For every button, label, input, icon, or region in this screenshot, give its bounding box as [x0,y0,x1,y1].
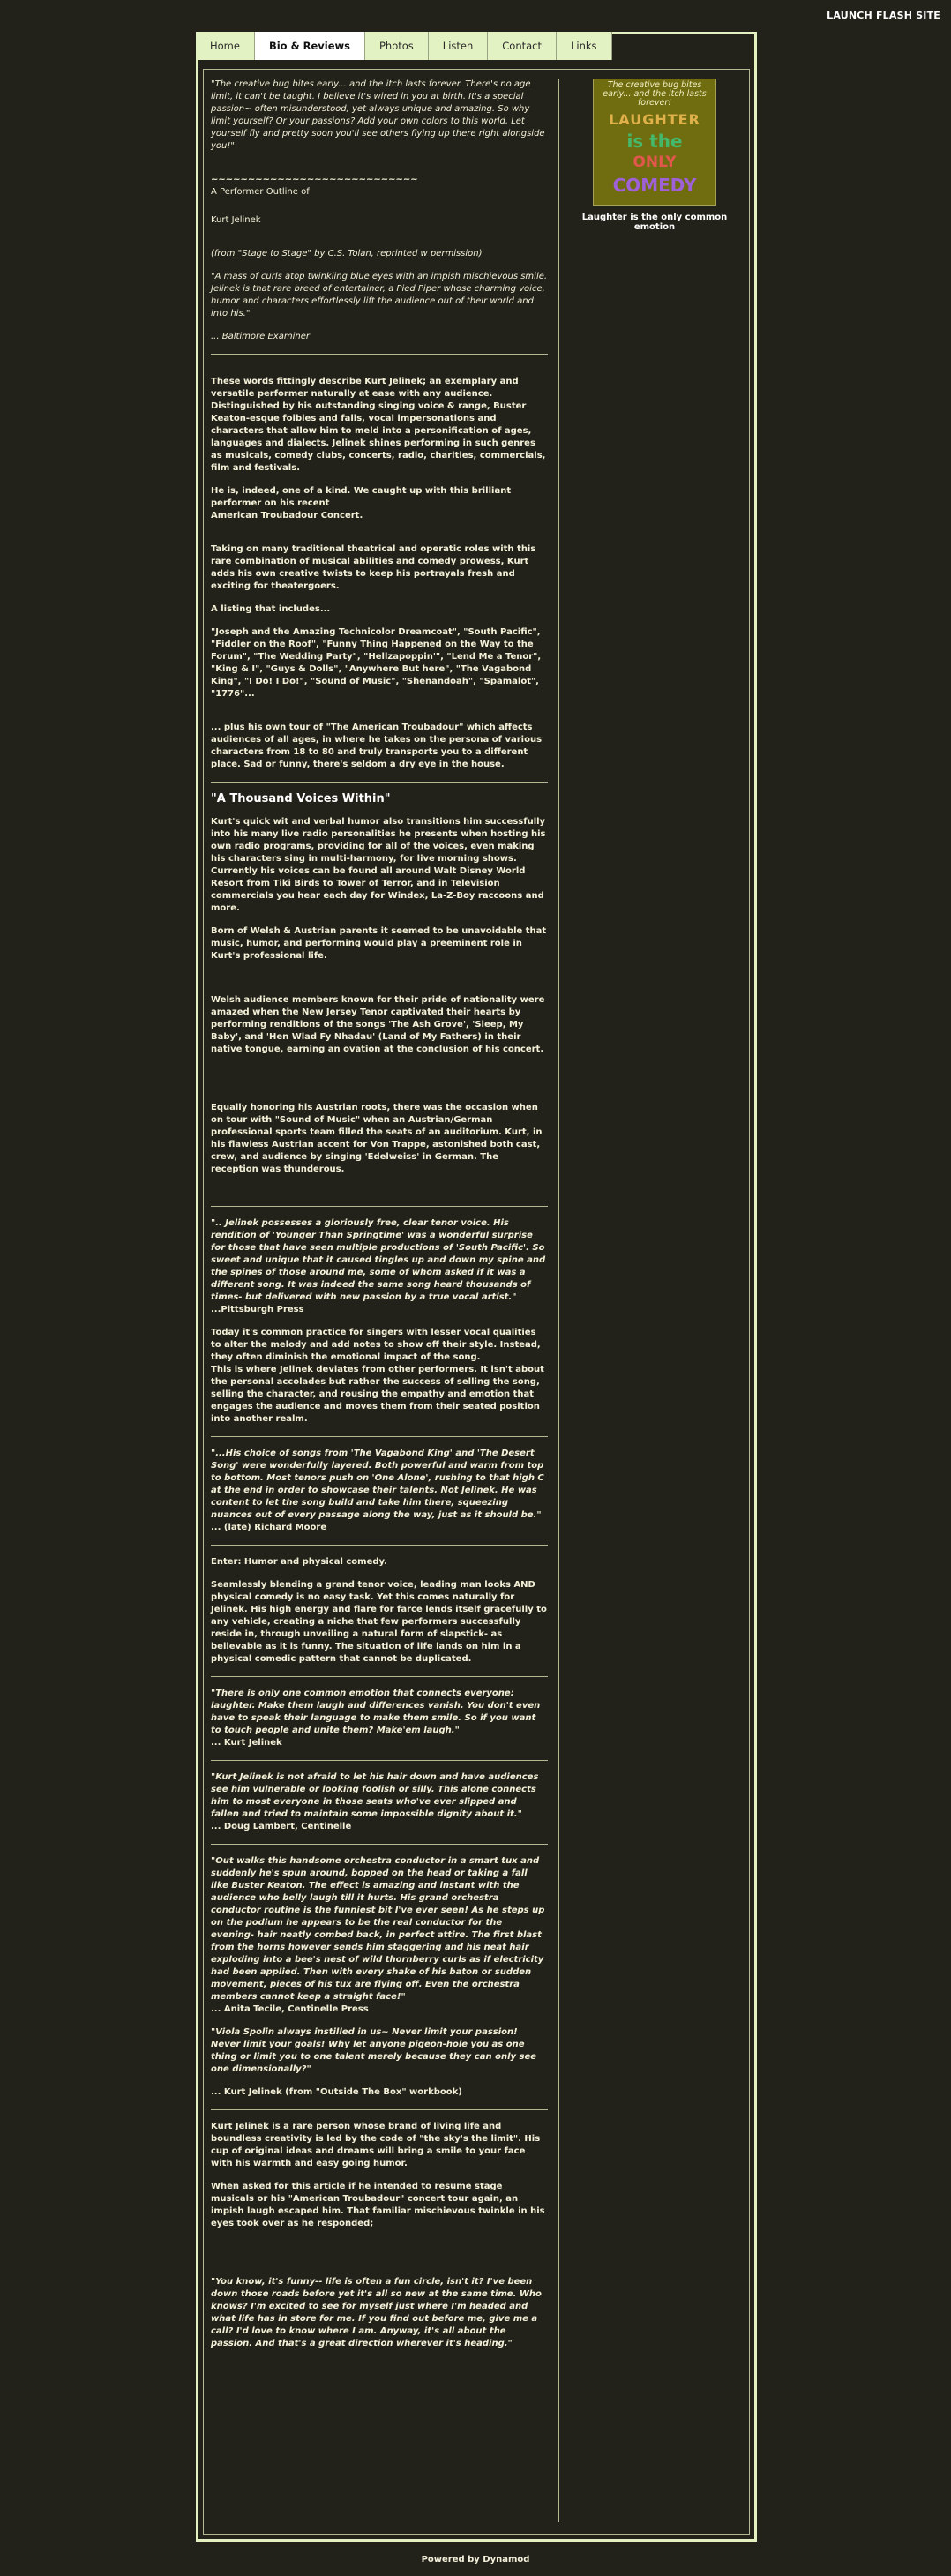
review-quote: "Viola Spolin always instilled in us~ Never limit your passion! Never limit your goals! Why let anyone pigeon-hole you as one thing or limit you to one talent merely because they can only see one dimensionally?" [211,2027,537,2074]
review-quote: "There is only one common emotion that connects everyone: laughter. Make them laugh and differences vanish. You don't even have to speak their language to make them smile. So if you want to touch people and unite them? Make'em laugh." [211,1689,541,1735]
bio-paragraph: Welsh audience members known for their pride of nationality were amazed when the New Jersey Tenor captivated their hearts by performing renditions of the songs 'The Ash Grove', 'Sleep, My Baby', and 'Hen Wlad Fy Nhadau' (Land of My Fathers) in their native tongue, earning an ovation at the conclusion of his concert. [211,995,545,1054]
baltimore-quote: "A mass of curls atop twinkling blue eyes with an impish mischievous smile. Jelinek is that rare breed of entertainer, a Pied Piper whose charming voice, humor and characters effortlessly lift the audience out of their world and into his." [211,272,548,318]
source-credit: (from "Stage to Stage" by C.S. Tolan, reprinted w permission) [211,249,483,258]
sidebar-tagline: Laughter is the only common emotion [581,213,728,232]
bio-paragraph: When asked for this article if he intended to resume stage musicals or his "American Troubadour" concert tour again, an impish laugh escaped him. That familiar mischievous twinkle in his eyes took over as he responded; [211,2182,545,2228]
logo-word: LAUGHTER [609,111,700,128]
logo-word: COMEDY [612,175,697,196]
bio-paragraph: American Troubadour Concert. [211,511,363,520]
section-divider [211,354,548,355]
review-attribution: ... Kurt Jelinek (from "Outside The Box" workbook) [211,2087,462,2097]
tab-photos[interactable]: Photos [365,32,429,60]
tab-listen[interactable]: Listen [429,32,488,60]
review-attribution: ... Doug Lambert, Centinelle [211,1822,352,1831]
review-quote: "Out walks this handsome orchestra conductor in a smart tux and suddenly he's spun around, bopped on the head or taking a fall like Buster Keaton. The effect is amazing and instant with the audience who belly laugh till it hurts. His grand orchestra conductor routine is the funniest bit I've ever seen! As he steps up on the podium he appears to be the real conductor for the evening- hair neatly combed back, in perfect attire. The first blast from the horns however sends him staggering and his neat hair exploding into a bee's nest of wild thornberry curls as if electricity had been applied. Then with every shake of his baton or sudden movement, pieces of his tux are flying off. Even the orchestra members cannot keep a straight face!" [211,1856,545,2002]
performer-name: Kurt Jelinek [211,215,261,225]
review-attribution: ... (late) Richard Moore [211,1523,327,1532]
bio-article [211,79,548,2361]
section-divider [211,1436,548,1437]
inner-panel [203,69,750,2535]
bio-paragraph: This is where Jelinek deviates from other performers. It isn't about the personal accolades but rather the success of selling the song, selling the character, and rousing the empathy and emotion that engages the audience and moves them from their seated position into another realm. [211,1365,544,1424]
bio-paragraph: Equally honoring his Austrian roots, there was the occasion when on tour with "Sound of Music" when an Austrian/German professional sports team filled the seats of an auditorium. Kurt, in his flawless Austrian accent for Von Trappe, astonished both cast, crew, and audience by singing 'Edelweiss' in German. The reception was thunderous. [211,1103,543,1174]
launch-flash-link[interactable]: LAUNCH FLASH SITE [827,10,940,21]
tab-contact[interactable]: Contact [488,32,557,60]
logo-word: ONLY [633,154,677,171]
logo-caption: The creative bug bites early... and the itch lasts forever! [603,80,707,108]
footer-credit: Powered by Dynamod [421,2555,530,2565]
tab-bio-reviews[interactable]: Bio & Reviews [255,32,365,60]
closing-quote: "You know, it's funny-- life is often a fun circle, isn't it? I've been down those roads before yet it's all so new at the same time. Who knows? I'm excited to see for myself just where I'm headed and what life has in store for me. If you find out before me, give me a call? I'd love to know where I am. Anyway, it's all about the passion. And that's a great direction wherever it's heading." [211,2277,542,2348]
baltimore-attribution: ... Baltimore Examiner [211,332,310,341]
bio-paragraph: These words fittingly describe Kurt Jelinek; an exemplary and versatile performer naturally at ease with any audience. Distinguished by his outstanding singing voice & range, Buster Keaton-esque foibles and falls, vocal impersonations and characters that allow him to meld into a personification of ages, languages and dialects. Jelinek shines performing in such genres as musicals, comedy clubs, concerts, radio, charities, commercials, film and festivals. [211,377,546,473]
bio-paragraph: Born of Welsh & Austrian parents it seemed to be unavoidable that music, humor, and performing would play a preeminent role in Kurt's professional life. [211,926,547,961]
intro-quote: "The creative bug bites early... and the itch lasts forever. There's no age limit, it can't be taught. I believe it's wired in you at birth. It's a special passion~ often misunderstood, yet always unique and amazing. So why limit yourself? Or your passions? Add your own colors to this world. Let yourself fly and pretty soon you'll see others flying up there right alongside you!" [211,79,545,151]
bio-paragraph: Kurt's quick wit and verbal humor also transitions him successfully into his many live radio personalities he presents when hosting his own radio programs, providing for all of the voices, even making his characters sing in multi-harmony, for live morning shows. Currently his voices can be found all around Walt Disney World Resort from Tiki Birds to Tower of Terror, and in Television commercials you hear each day for Windex, La-Z-Boy raccoons and more. [211,817,546,913]
bio-paragraph: Today it's common practice for singers with lesser vocal qualities to alter the melody and add notes to show off their style. Instead, they often diminish the emotional impact of the song. [211,1328,541,1362]
tab-links[interactable]: Links [557,32,612,60]
bio-paragraph: Taking on many traditional theatrical and operatic roles with this rare combination of musical abilities and comedy prowess, Kurt adds his own creative twists to keep his portrayals fresh and exciting for theatergoers. [211,544,536,591]
outline-label: A Performer Outline of [211,187,310,197]
review-attribution: ...Pittsburgh Press [211,1305,304,1314]
review-quote: ".. Jelinek possesses a gloriously free, clear tenor voice. His rendition of 'Younger Than Springtime' was a wonderful surprise for those that have seen multiple productions of 'South Pacific'. So sweet and unique that it caused tingles up and down my spine and the spines of those around me, some of whom asked if it was a different song. It was indeed the same song heard thousands of times- but delivered with new passion by a true vocal artist." [211,1218,546,1302]
main-nav [196,32,612,60]
section-divider [211,1844,548,1845]
bio-paragraph: He is, indeed, one of a kind. We caught up with this brilliant performer on his recent [211,486,512,508]
tab-home[interactable]: Home [196,32,255,60]
section-divider [211,1545,548,1546]
tilde-divider: ~~~~~~~~~~~~~~~~~~~~~~~~~~~~ [211,175,418,184]
top-bar [827,5,940,22]
section-divider [211,1206,548,1207]
bio-paragraph: Seamlessly blending a grand tenor voice, leading man looks AND physical comedy is no easy task. Yet this comes naturally for Jelinek. His high energy and flare for farce lends itself gracefully to any vehicle, creating a niche that few performers successfully reside in, through unveiling a natural form of slapstick- as believable as it is funny. The situation of life lands on him in a physical comedic pattern that cannot be duplicated. [211,1580,547,1664]
bio-paragraph: Enter: Humor and physical comedy. [211,1557,387,1567]
bio-paragraph: ... plus his own tour of "The American Troubadour" which affects audiences of all ages, in where he takes on the persona of various characters from 18 to 80 and truly transports you to a different place. Sad or funny, there's seldom a dry eye in the house. [211,723,543,769]
bio-paragraph: Kurt Jelinek is a rare person whose brand of living life and boundless creativity is led by the code of "the sky's the limit". His cup of original ideas and dreams will bring a smile to your face with his warmth and easy going humor. [211,2122,541,2168]
review-quote: "...His choice of songs from 'The Vagabond King' and 'The Desert Song' were wonderfully layered. Both powerful and warm from top to bottom. Most tenors push on 'One Alone', rushing to that high C at the end in order to showcase their talents. Not Jelinek. He was content to let the song build and take him there, squeezing nuances out of every passage along the way, just as it should be." [211,1449,544,1520]
logo-word: is the [626,131,683,152]
roles-list: "Joseph and the Amazing Technicolor Dreamcoat", "South Pacific", "Fiddler on the Roof", "Funny Thing Happened on the Way to the Forum", "The Wedding Party", "Hellzapoppin'", "Lend Me a Tenor", "King & I", "Guys & Dolls", "Anywhere But here", "The Vagabond King", "I Do! I Do!", "Sound of Music", "Shenandoah", "Spamalot", "1776"... [211,627,542,699]
section-divider [211,782,548,783]
laughter-comedy-logo [593,79,716,206]
sidebar [568,79,741,232]
column-divider [558,79,559,2522]
review-quote: "Kurt Jelinek is not afraid to let his hair down and have audiences see him vulnerable or looking foolish or silly. This alone connects him to most everyone in those seats who've ever slipped and fallen and tried to maintain some impossible dignity about it." [211,1772,539,1819]
review-attribution: ... Anita Tecile, Centinelle Press [211,2004,369,2014]
review-attribution: ... Kurt Jelinek [211,1738,282,1748]
section-divider [211,2109,548,2110]
section-divider [211,1760,548,1761]
section-divider [211,1676,548,1677]
section-heading: "A Thousand Voices Within" [211,792,391,805]
bio-paragraph: A listing that includes... [211,604,331,614]
